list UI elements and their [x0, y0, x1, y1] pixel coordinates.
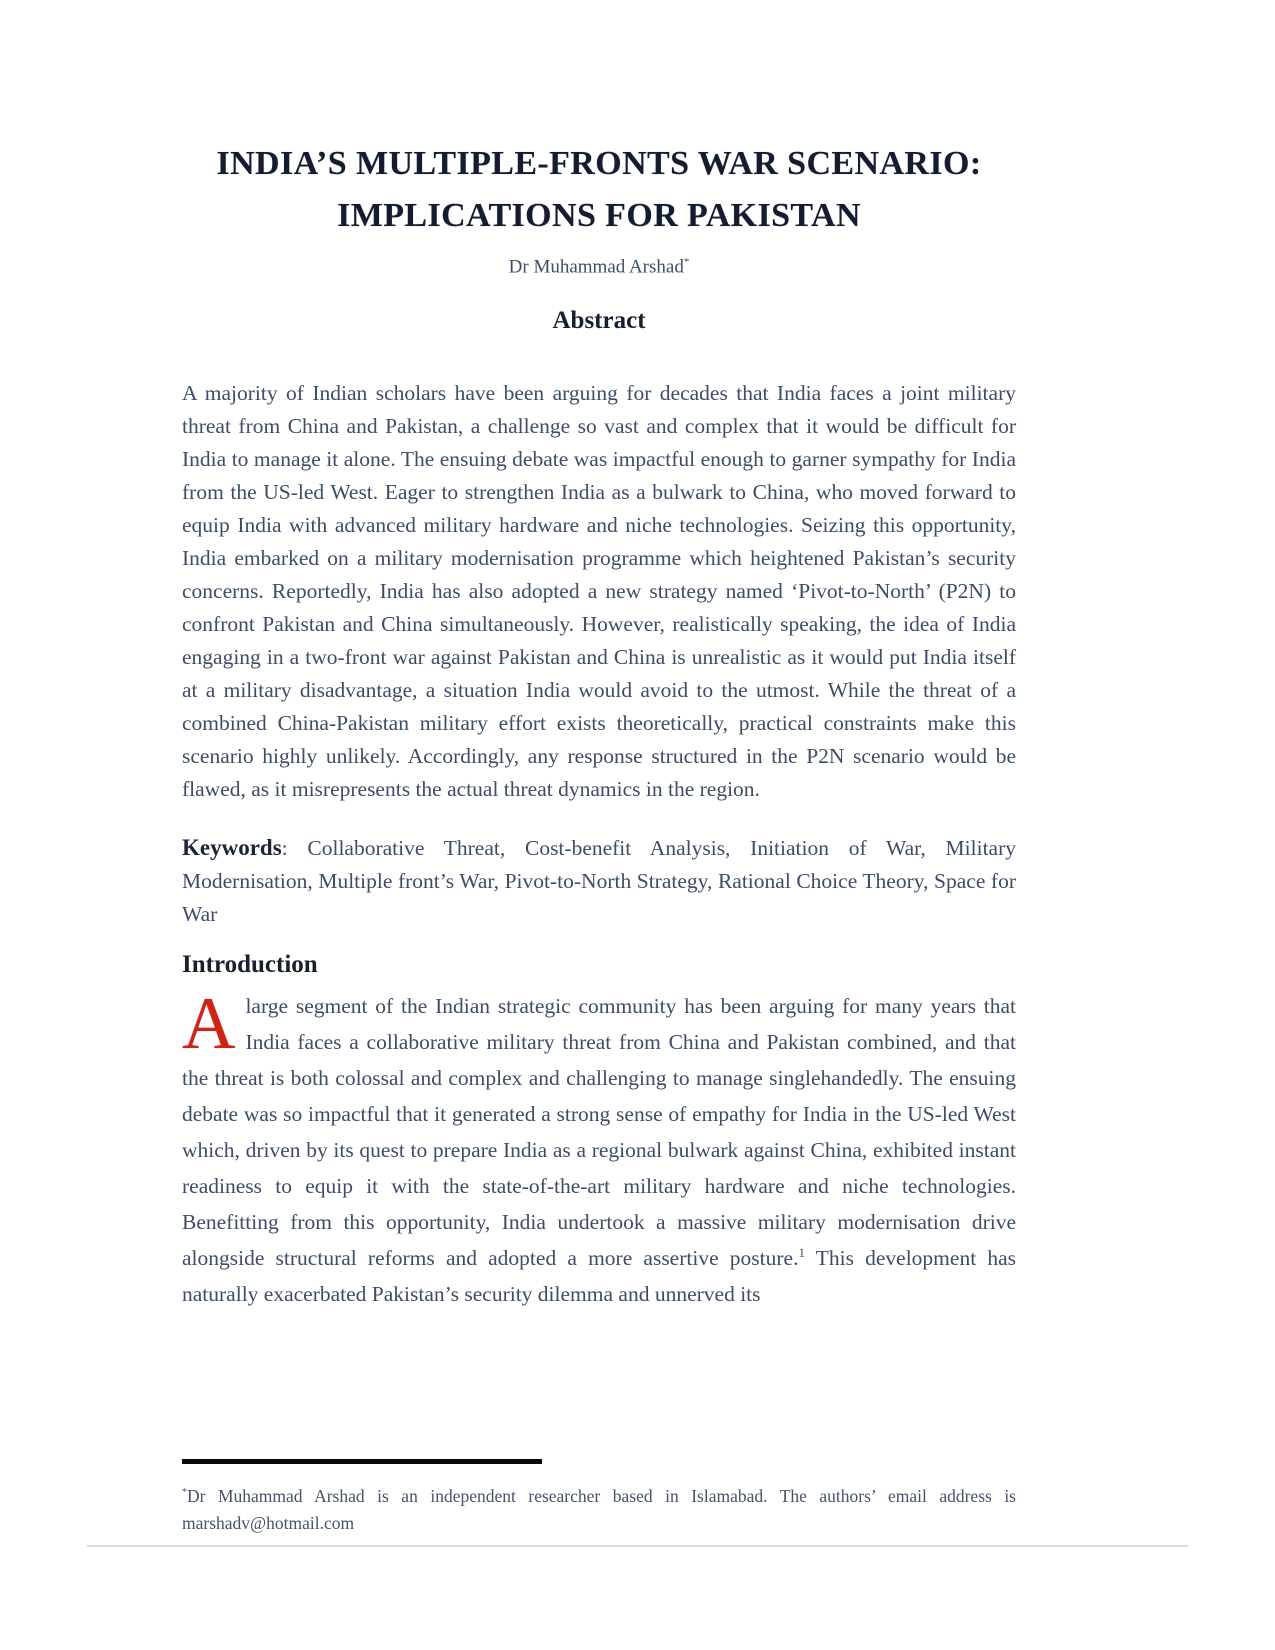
footnote-marker: *: [182, 1487, 187, 1498]
author-footnote-marker: *: [683, 256, 690, 268]
article-title-line2: IMPLICATIONS FOR PAKISTAN: [337, 197, 861, 234]
keywords-paragraph: [182, 831, 1016, 931]
introduction-text-continued: This development has naturally exacerbated Pakistan’s security dilemma and unnerved its: [182, 1246, 1016, 1307]
footnote-area: [182, 1459, 1016, 1537]
abstract-paragraph: A majority of Indian scholars have been arguing for decades that India faces a joint military threat from China and Pakistan, a challenge so vast and complex that it would be difficult for India to manage it alone. The ensuing debate was impactful enough to garner sympathy for India from the US-led West. Eager to strengthen India as a bulwark to China, who moved forward to equip India with advanced military hardware and niche technologies. Seizing this opportunity, India embarked on a military modernisation programme which heightened Pakistan’s security concerns. Reportedly, India has also adopted a new strategy named ‘Pivot-to-North’ (P2N) to confront Pakistan and China simultaneously. However, realistically speaking, the idea of India engaging in a two-front war against Pakistan and China is unrealistic as it would put India itself at a military disadvantage, a situation India would avoid to the utmost. While the threat of a combined China-Pakistan military effort exists theoretically, practical constraints make this scenario highly unlikely. Accordingly, any response structured in the P2N scenario would be flawed, as it misrepresents the actual threat dynamics in the region.: [182, 381, 1016, 802]
article-title-line1: INDIA’S MULTIPLE-FRONTS WAR SCENARIO:: [216, 145, 982, 182]
dropcap-letter: A: [182, 983, 236, 1066]
author-line: [182, 250, 1016, 279]
introduction-paragraph: [182, 983, 1016, 1312]
introduction-text: large segment of the Indian strategic community has been arguing for many years that India faces a collaborative military threat from China and Pakistan combined, and that the threat is both colossal and complex and challenging to manage singlehandedly. The ensuing debate was so impactful that it generated a strong sense of empathy for India in the US-led West which, driven by its quest to prepare India as a regional bulwark against China, exhibited instant readiness to equip it with the state-of-the-art military hardware and niche technologies. Benefitting from this opportunity, India undertook a massive military modernisation drive alongside structural reforms and adopted a more assertive posture.: [182, 994, 1016, 1271]
introduction-heading: Introduction: [182, 951, 318, 979]
footnote-text: [182, 1479, 1016, 1537]
article-title: [182, 138, 1016, 242]
page-bottom-divider: [87, 1545, 1188, 1547]
abstract-heading: Abstract: [552, 307, 646, 335]
keywords-label: Keywords: [182, 835, 282, 861]
footnote-1-reference: 1: [798, 1245, 805, 1261]
author-name: Dr Muhammad Arshad: [508, 256, 684, 278]
keywords-list: : Collaborative Threat, Cost-benefit Analysis, Initiation of War, Military Modernisation, Multiple front’s War, Pivot-to-North Strategy, Rational Choice Theory, Space for War: [182, 836, 1016, 927]
article-content: [182, 138, 1016, 1312]
footnote-body: Dr Muhammad Arshad is an independent researcher based in Islamabad. The authors’ email address is marshadv@hotmail.com: [182, 1485, 1016, 1533]
footnote-separator-rule: [182, 1459, 542, 1464]
